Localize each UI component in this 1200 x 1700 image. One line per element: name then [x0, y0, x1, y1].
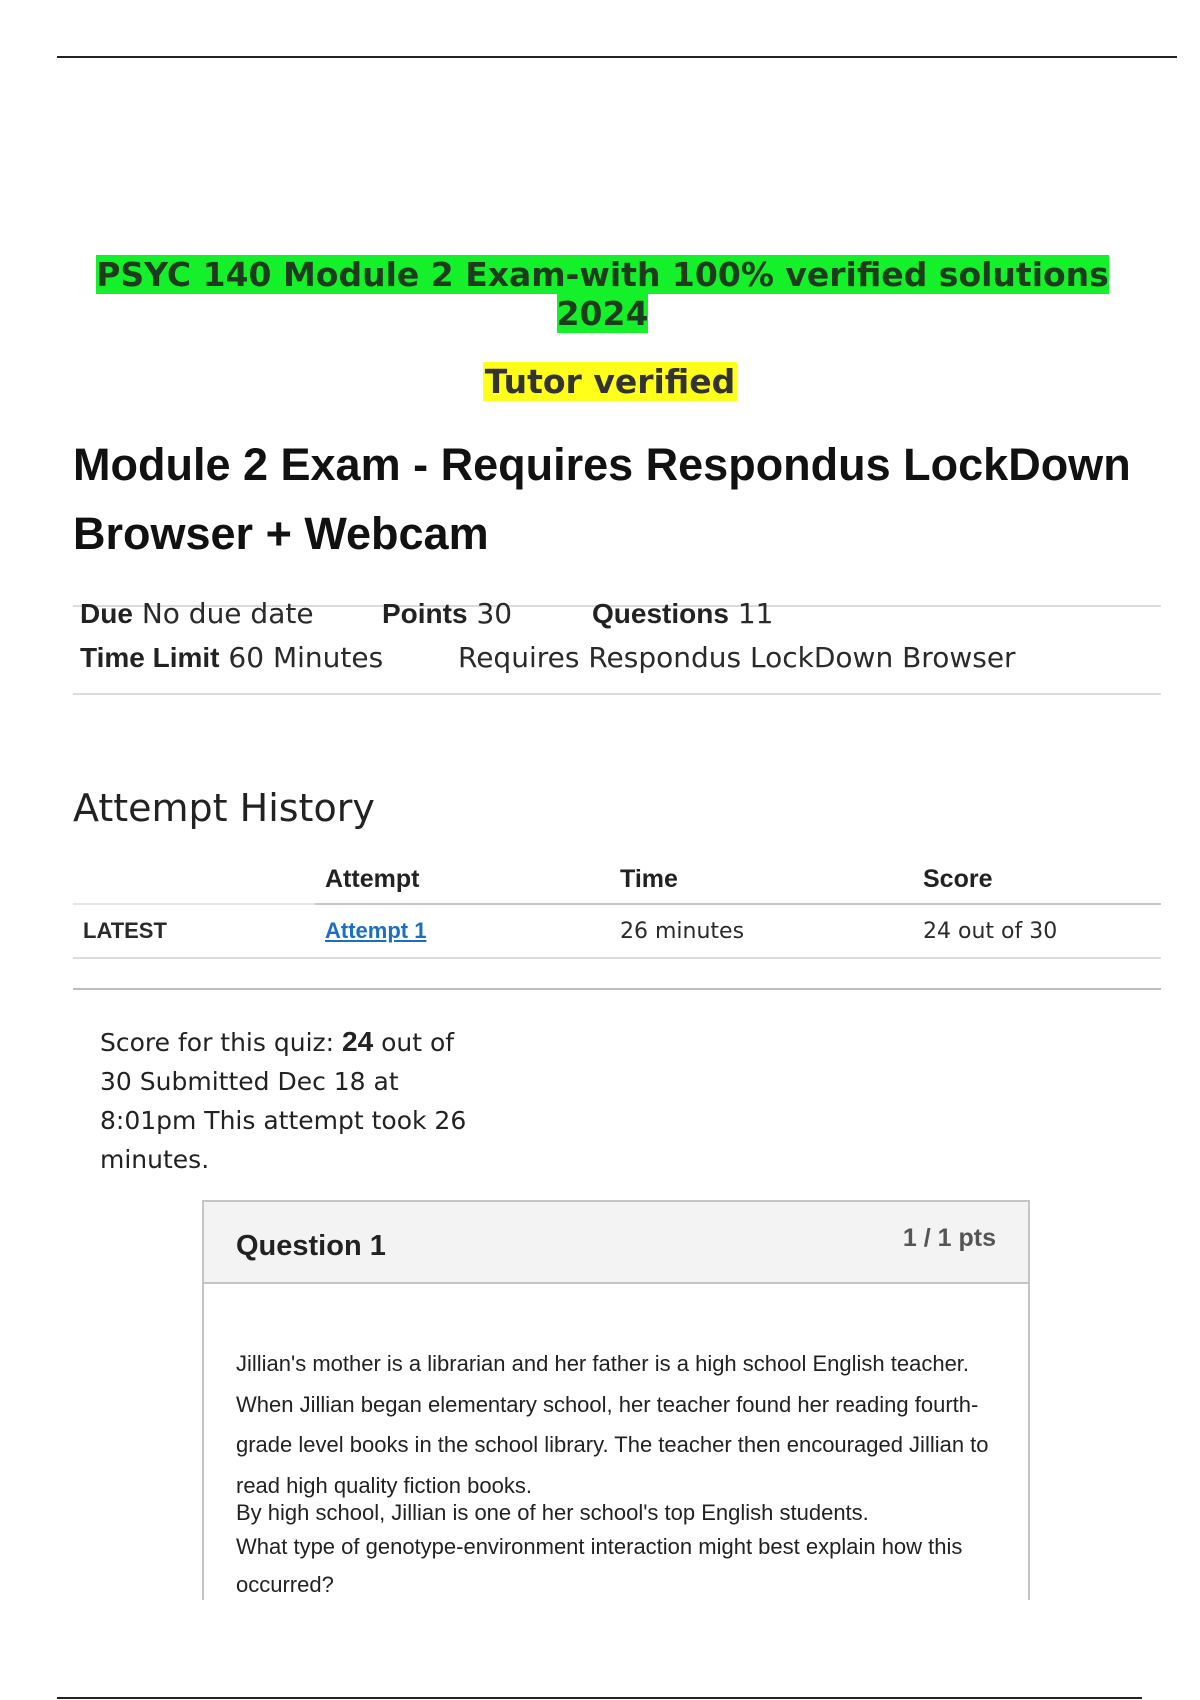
time-cell: 26 minutes — [610, 904, 913, 958]
score-summary — [100, 1022, 480, 1179]
attempt-1-link[interactable]: Attempt 1 — [325, 918, 427, 943]
tutor-verified-label: Tutor verified — [484, 362, 736, 401]
question-points: 1 / 1 pts — [902, 1224, 996, 1252]
table-row — [73, 904, 1161, 958]
questions-label: Questions — [592, 598, 729, 629]
points-value: 30 — [476, 597, 513, 630]
latest-label: LATEST — [73, 904, 315, 958]
due-detail — [80, 592, 382, 636]
details-divider-bottom — [73, 693, 1161, 695]
document-banner-title — [60, 255, 1145, 333]
banner-title-line2: 2024 — [556, 294, 649, 333]
questions-detail — [592, 592, 773, 636]
score-suffix: out of 30 Submitted Dec 18 at 8:01pm This attempt took 26 minutes. — [100, 1028, 467, 1174]
column-header-score: Score — [913, 855, 1161, 904]
due-value: No due date — [141, 597, 314, 630]
time-limit-label: Time Limit — [80, 642, 220, 673]
column-header-time: Time — [610, 855, 913, 904]
score-prefix: Score for this quiz: — [100, 1028, 343, 1057]
attempt-cell — [315, 904, 610, 958]
column-header-attempt: Attempt — [315, 855, 610, 904]
attempt-history-table — [73, 855, 1161, 959]
banner-title-line1: PSYC 140 Module 2 Exam-with 100% verified solutions — [96, 255, 1109, 294]
document-banner-subtitle — [60, 362, 1160, 402]
question-card — [202, 1200, 1030, 1600]
score-cell: 24 out of 30 — [913, 904, 1161, 958]
question-paragraph-1: Jillian's mother is a librarian and her father is a high school English teacher. When Jillian began elementary school, her teacher found her reading fourth-grade level books in the school library. The teacher then encouraged Jillian to read high quality fiction books. — [236, 1351, 989, 1498]
points-label: Points — [382, 598, 468, 629]
score-divider — [73, 988, 1161, 990]
table-header-row — [73, 855, 1161, 904]
question-paragraph-2: By high school, Jillian is one of her school's top English students. — [236, 1500, 869, 1525]
exam-details — [80, 592, 1016, 680]
question-title: Question 1 — [236, 1230, 386, 1262]
time-limit-detail — [80, 636, 458, 680]
time-limit-value: 60 Minutes — [228, 641, 384, 674]
questions-value: 11 — [737, 597, 774, 630]
attempt-history-heading: Attempt History — [73, 786, 375, 830]
due-label: Due — [80, 598, 133, 629]
bottom-rule — [57, 1697, 1142, 1699]
question-body — [236, 1344, 996, 1600]
score-value: 24 — [342, 1026, 374, 1057]
question-header — [204, 1202, 1028, 1284]
top-rule — [57, 56, 1177, 58]
lockdown-requirement: Requires Respondus LockDown Browser — [458, 641, 1016, 674]
question-paragraph-3: What type of genotype-environment interaction might best explain how this occurred? — [236, 1534, 963, 1597]
exam-title: Module 2 Exam - Requires Respondus LockDown Browser + Webcam — [73, 439, 1131, 559]
points-detail — [382, 592, 592, 636]
column-header-label — [73, 855, 315, 904]
